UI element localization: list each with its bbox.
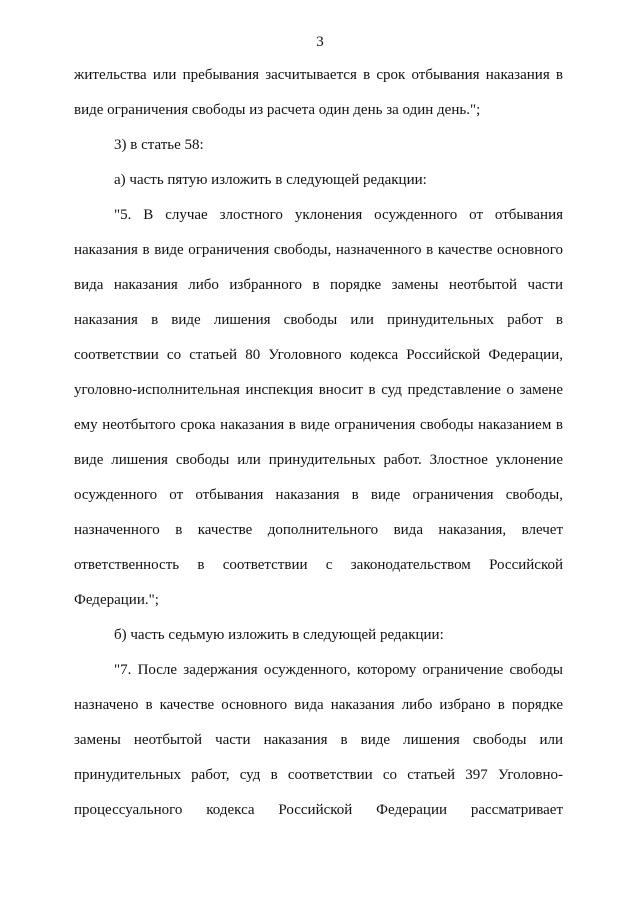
paragraph-continuation: жительства или пребывания засчитывается в срок отбывания наказания в виде ограничения свободы из расчета один день за один день."; [74,67,563,118]
paragraph-article-58: 3) в статье 58: [114,137,204,153]
page-number: 3 [316,34,324,50]
document-body [74,58,563,828]
paragraph-part-seven-text: "7. После задержания осужденного, которому ограничение свободы назначено в качестве основного вида наказания либо избрано в порядке замены неотбытой части наказания в виде лишения свободы или принудительных работ, суд в соответствии со статьей 397 Уголовно-процессуального кодекса Российской Федерации рассматривает [74,662,563,818]
paragraph-part-seven-intro: б) часть седьмую изложить в следующей редакции: [114,627,444,643]
paragraph-part-five-text: "5. В случае злостного уклонения осужденного от отбывания наказания в виде ограничения свободы, назначенного в качестве основного вида наказания либо избранного в порядке замены неотбытой части наказания в виде лишения свободы или принудительных работ в соответствии со статьей 80 Уголовного кодекса Российской Федерации, уголовно-исполнительная инспекция вносит в суд представление о замене ему неотбытого срока наказания в виде ограничения свободы наказанием в виде лишения свободы или принудительных работ. Злостное уклонение осужденного от отбывания наказания в виде ограничения свободы, назначенного в качестве дополнительного вида наказания, влечет ответственность в соответствии с законодательством Российской Федерации."; [74,207,563,608]
paragraph-part-five-intro: а) часть пятую изложить в следующей редакции: [114,172,427,188]
